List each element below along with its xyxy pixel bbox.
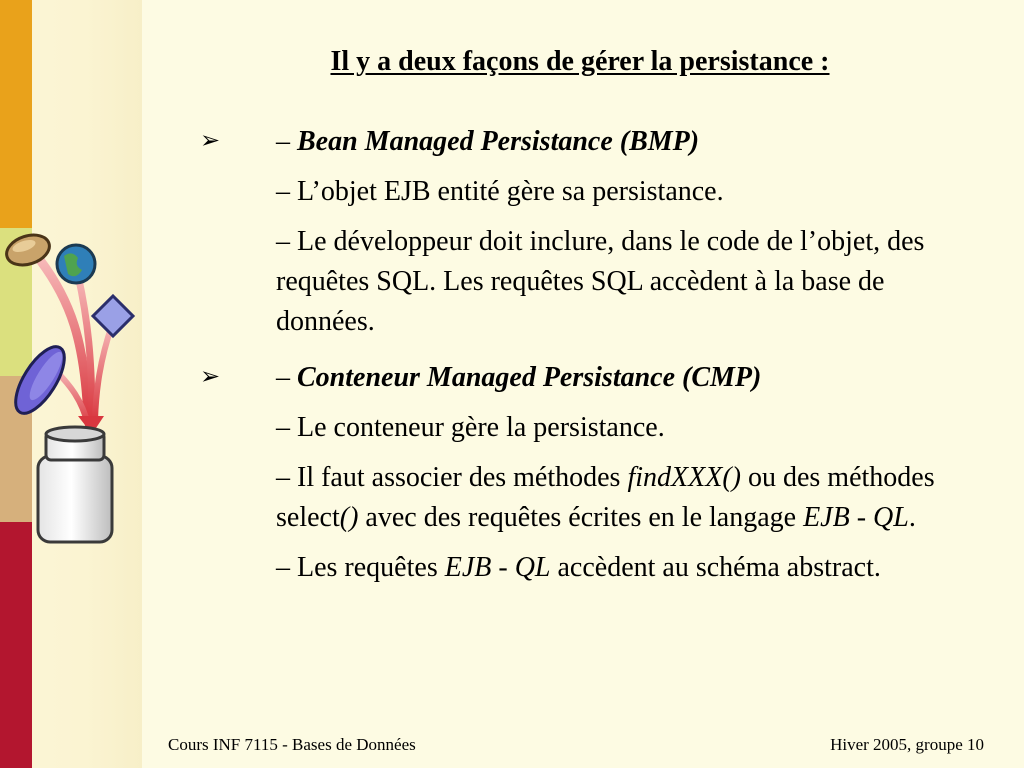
heading-dash: –	[276, 362, 297, 393]
slide-title: Il y a deux façons de gérer la persistance :	[330, 46, 830, 77]
sub-point: – Le conteneur gère la persistance.	[276, 412, 665, 443]
diamond-icon	[93, 296, 133, 336]
code-term: findXXX()	[627, 462, 741, 493]
code-term: QL	[873, 502, 909, 533]
code-term: ()	[339, 502, 359, 533]
stripe-red	[0, 522, 32, 768]
section-heading	[276, 358, 960, 398]
heading-text: Bean Managed Persistance (BMP)	[297, 126, 700, 157]
text-run: -	[849, 502, 874, 533]
arrow-bullet-icon: ➢	[200, 128, 221, 154]
arrow-bullet-icon: ➢	[200, 364, 221, 390]
section-heading	[276, 122, 960, 162]
clipart-illustration	[0, 220, 142, 550]
text-run: -	[491, 552, 515, 583]
text-run: .	[908, 502, 916, 533]
section-cmp	[200, 358, 960, 588]
text-run: ou des méthodes select	[276, 462, 935, 533]
text-run: avec des requêtes écrites en le langage	[358, 502, 804, 533]
sub-point	[276, 458, 960, 538]
stripe-orange	[0, 0, 32, 228]
decorative-sidebar	[0, 0, 142, 768]
sub-point: – L’objet EJB entité gère sa persistance.	[276, 176, 724, 207]
sub-point: – Le développeur doit inclure, dans le code de l’objet, des requêtes SQL. Les requêtes SQL accèdent à la base de données.	[276, 226, 925, 337]
heading-dash: –	[276, 126, 297, 157]
text-run: – Les requêtes	[276, 552, 445, 583]
footer-course: Cours INF 7115 - Bases de Données	[168, 735, 416, 754]
heading-text: Conteneur Managed Persistance (CMP)	[297, 362, 762, 393]
text-run: accèdent au schéma abstract.	[550, 552, 881, 583]
code-term: EJB	[444, 552, 492, 583]
sub-point	[276, 548, 960, 588]
globe-icon	[57, 245, 95, 283]
section-bmp	[200, 122, 960, 342]
jar-icon	[38, 427, 112, 542]
code-term: QL	[514, 552, 551, 583]
footer-semester: Hiver 2005, groupe 10	[830, 735, 984, 754]
slide-content	[200, 122, 960, 604]
code-term: EJB	[803, 502, 850, 533]
text-run: – Il faut associer des méthodes	[276, 462, 628, 493]
